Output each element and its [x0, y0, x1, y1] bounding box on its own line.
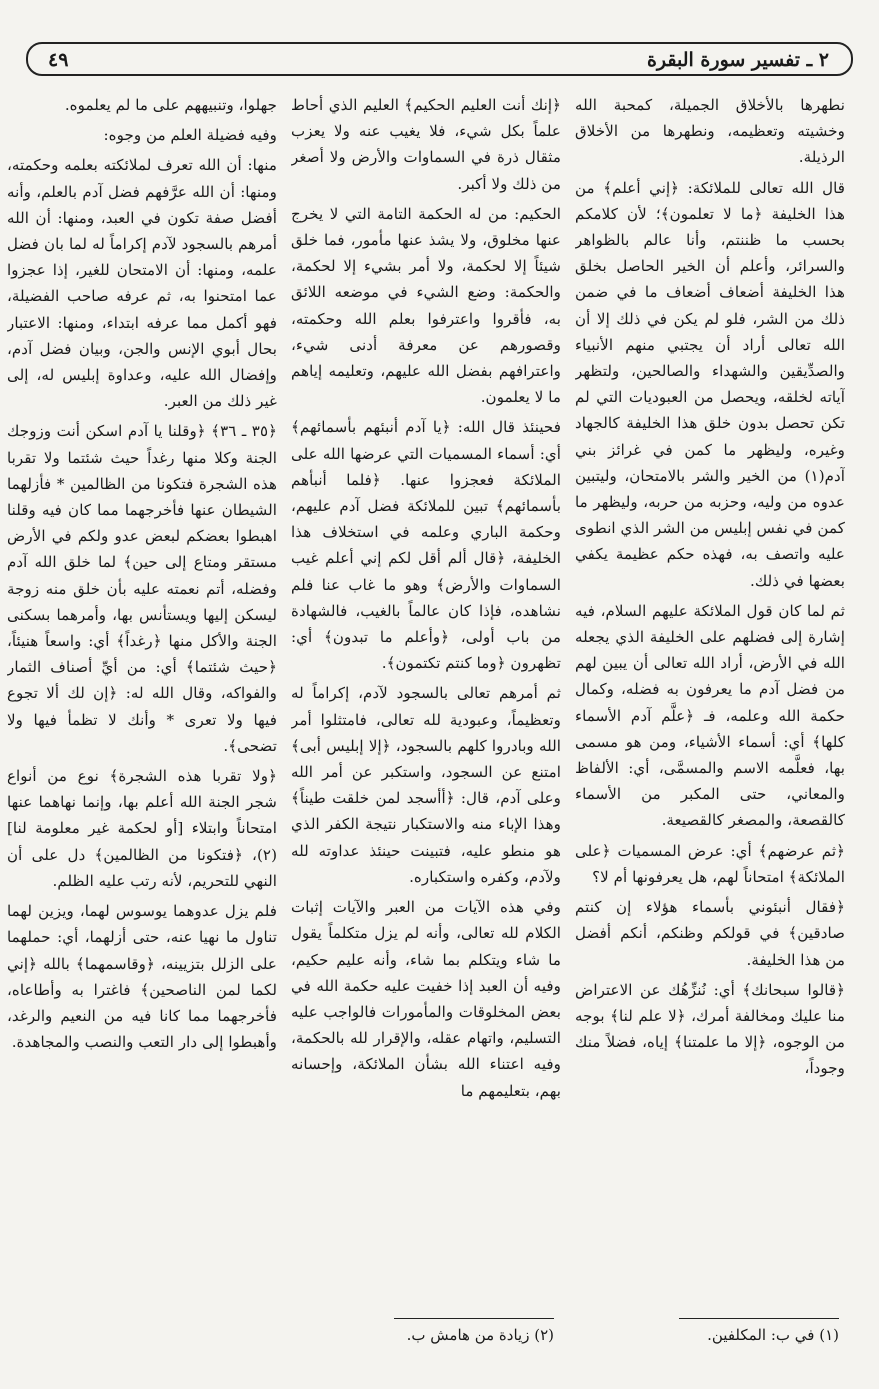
- paragraph: الحكيم: من له الحكمة التامة التي لا يخرج عنها مخلوق، ولا يشذ عنها مأمور، فما خلق شيئاً إلا لحكمة، ولا أمر بشيء إلا لحكمة، والحكمة: وضع الشيء في موضعه اللائق به، فأقروا واعترفوا بعلم الله وحكمته، وقصورهم عن معرفة أدنى شيء، واعترافهم بفضل الله عليهم، وتعليمه إياهم ما لا يعلمون.: [291, 204, 561, 407]
- paragraph: ثم أمرهم تعالى بالسجود لآدم، إكراماً له وتعظيماً، وعبودية لله تعالى، فامتثلوا أمر الله وبادروا كلهم بالسجود، ﴿إلا إبليس أبى﴾ امتنع عن السجود، واستكبر عن أمر الله وعلى آدم، قال: ﴿أأسجد لمن خلقت طيناً﴾ وهذا الإباء منه والاستكبار نتيجة الكفر الذي هو منطو عليه، فتبينت حينئذ عداوته لله ولآدم، وكفره واستكباره.: [291, 684, 561, 886]
- footnote-1: (١) في ب: المكلفين.: [707, 1326, 839, 1344]
- paragraph: ﴿إنك أنت العليم الحكيم﴾ العليم الذي أحاط علماً بكل شيء، فلا يغيب عنه ولا يعزب مثقال ذرة في السماوات والأرض ولا أصغر من ذلك ولا أكبر.: [291, 96, 561, 193]
- paragraph: وفيه فضيلة العلم من وجوه:: [103, 126, 277, 145]
- paragraph: نطهرها بالأخلاق الجميلة، كمحبة الله وخشيته وتعظيمه، ونطهرها من الأخلاق الرذيلة.: [575, 96, 845, 167]
- footnote-divider: [679, 1318, 839, 1319]
- paragraph: ثم لما كان قول الملائكة عليهم السلام، فيه إشارة إلى فضلهم على الخليفة الذي يجعله الله في الأرض، أراد الله تعالى أن يبين لهم من فضل آدم ما يعرفون به فضله، وكمال حكمة الله وعلمه، فـ ﴿علَّم آدم الأسماء كلها﴾ أي: أسماء الأشياء، ومن هو مسمى بها، فعلَّمه الاسم والمسمَّى، أي: الألفاظ والمعاني، حتى المكبر من الأسماء كالقصعة، والمصغر كالقصيعة.: [575, 601, 845, 830]
- text-column-right: [575, 92, 845, 1306]
- text-column-left: [7, 92, 277, 1306]
- page-header: [26, 42, 853, 76]
- paragraph: ﴿ولا تقربا هذه الشجرة﴾ نوع من أنواع شجر الجنة الله أعلم بها، وإنما نهاهما عنها امتحاناً وابتلاء [أو لحكمة غير معلومة لنا](٢)، ﴿فتكونا من الظالمين﴾ دل على أن النهي للتحريم، لأنه رتب عليه الظلم.: [7, 767, 277, 890]
- paragraph: فلم يزل عدوهما يوسوس لهما، ويزين لهما تناول ما نهيا عنه، حتى أزلهما، أي: حملهما على الزلل بتزيينه، ﴿وقاسمهما﴾ بالله ﴿إني لكما لمن الناصحين﴾ فاغترا به وأطاعاه، فأخرجهما مما كانا فيه من النعيم والرغد، وأهبطوا إلى دار التعب والنصب والمجاهدة.: [7, 902, 277, 1052]
- paragraph: ﴿قالوا سبحانك﴾ أي: نُنزِّهُك عن الاعتراض منا عليك ومخالفة أمرك، ﴿لا علم لنا﴾ بوجه من الوجوه، ﴿إلا ما علمتنا﴾ إياه، فضلاً منك وجوداً،: [575, 980, 845, 1078]
- paragraph: جهلوا، وتنبيههم على ما لم يعلموه.: [64, 96, 277, 114]
- paragraph: ﴿٣٥ ـ ٣٦﴾ ﴿وقلنا يا آدم اسكن أنت وزوجك الجنة وكلا منها رغداً حيث شئتما ولا تقربا هذه الشجرة فتكونا من الظالمين * فأزلهما الشيطان عنها فأخرجهما مما كان فيه وقلنا اهبطوا بعضكم لبعض عدو ولكم في الأرض مستقر ومتاع إلى حين﴾ لما خلق الله آدم وفضله، أتم نعمته عليه بأن خلق منه زوجة ليسكن إليها ويستأنس بها، وأمرهما بسكنى الجنة والأكل منها ﴿رغداً﴾ أي: واسعاً هنيئاً، ﴿حيث شئتما﴾ أي: من أيِّ أصناف الثمار والفواكه، وقال الله له: ﴿إن لك ألا تجوع فيها ولا تعرى * وأنك لا تظمأ فيها ولا تضحى﴾.: [7, 422, 277, 755]
- text-column-middle: [291, 92, 561, 1306]
- paragraph: ﴿ثم عرضهم﴾ أي: عرض المسميات ﴿على الملائكة﴾ امتحاناً لهم، هل يعرفونها أم لا؟: [575, 841, 845, 886]
- page-number: ٤٩: [48, 49, 69, 71]
- surah-title: ٢ ـ تفسير سورة البقرة: [646, 49, 829, 71]
- paragraph: ﴿فقال أنبئوني بأسماء هؤلاء إن كنتم صادقين﴾ في قولكم وظنكم، أنكم أفضل من هذا الخليفة.: [575, 898, 845, 969]
- footnote-2: (٢) زيادة من هامش ب.: [406, 1326, 554, 1344]
- paragraph: منها: أن الله تعرف لملائكته بعلمه وحكمته، ومنها: أن الله عرَّفهم فضل آدم بالعلم، وأنه أفضل صفة تكون في العبد، ومنها: أن الله أمرهم بالسجود لآدم إكراماً له لما بان فضل علمه، ومنها: أن الامتحان للغير، إذا عجزوا عما امتحنوا به، ثم عرفه صاحب الفضيلة، فهو أكمل مما عرفه ابتداء، ومنها: الاعتبار بحال أبوي الإنس والجن، وبيان فضل آدم، وإفضال الله عليه، وعداوة إبليس له، إلى غير ذلك من العبر.: [7, 156, 277, 411]
- paragraph: وفي هذه الآيات من العبر والآيات إثبات الكلام لله تعالى، وأنه لم يزل متكلماً يقول ما شاء ويتكلم بما شاء، وأنه عليم حكيم، وفيه أن العبد إذا خفيت عليه حكمة الله في بعض المخلوقات والمأمورات فالواجب عليه التسليم، واتهام عقله، والإقرار لله بالحكمة، وفيه اعتناء الله بشأن الملائكة، وإحسانه بهم، بتعليمهم ما: [291, 898, 561, 1100]
- paragraph: فحينئذ قال الله: ﴿يا آدم أنبئهم بأسمائهم﴾ أي: أسماء المسميات التي عرضها الله على الملائكة فعجزوا عنها. ﴿فلما أنبأهم بأسمائهم﴾ تبين للملائكة فضل آدم عليهم، وحكمة الباري وعلمه في استخلاف هذا الخليفة، ﴿قال ألم أقل لكم إني أعلم غيب السماوات والأرض﴾ وهو ما غاب عنا فلم نشاهده، فإذا كان عالماً بالغيب، فالشهادة من باب أولى، ﴿وأعلم ما تبدون﴾ أي: تظهرون ﴿وما كنتم تكتمون﴾.: [291, 418, 561, 673]
- paragraph: قال الله تعالى للملائكة: ﴿إني أعلم﴾ من هذا الخليفة ﴿ما لا تعلمون﴾؛ لأن كلامكم بحسب ما ظننتم، وأنا عالم بالظواهر والسرائر، وأعلم أن الخير الحاصل بخلق هذا الخليفة أضعاف أضعاف ما في ضمن ذلك من الشر، فلو لم يكن في ذلك إلا أن الله تعالى أراد أن يجتبي منهم الأنبياء والصدِّيقين والشهداء والصالحين، ولتظهر آياته لخلقه، ويحصل من العبوديات التي لم تكن تحصل بدون خلق هذا الخليفة كالجهاد وغيره، وليظهر ما كمن في غرائز بني آدم(١) من الخير والشر بالامتحان، وليتبين عدوه من وليه، وحزبه من حربه، وليظهر ما كمن في نفس إبليس من الشر الذي انطوى عليه واتصف به، فهذه حكم عظيمة يكفي بعضها في ذلك.: [575, 178, 845, 590]
- footnote-divider: [394, 1318, 554, 1319]
